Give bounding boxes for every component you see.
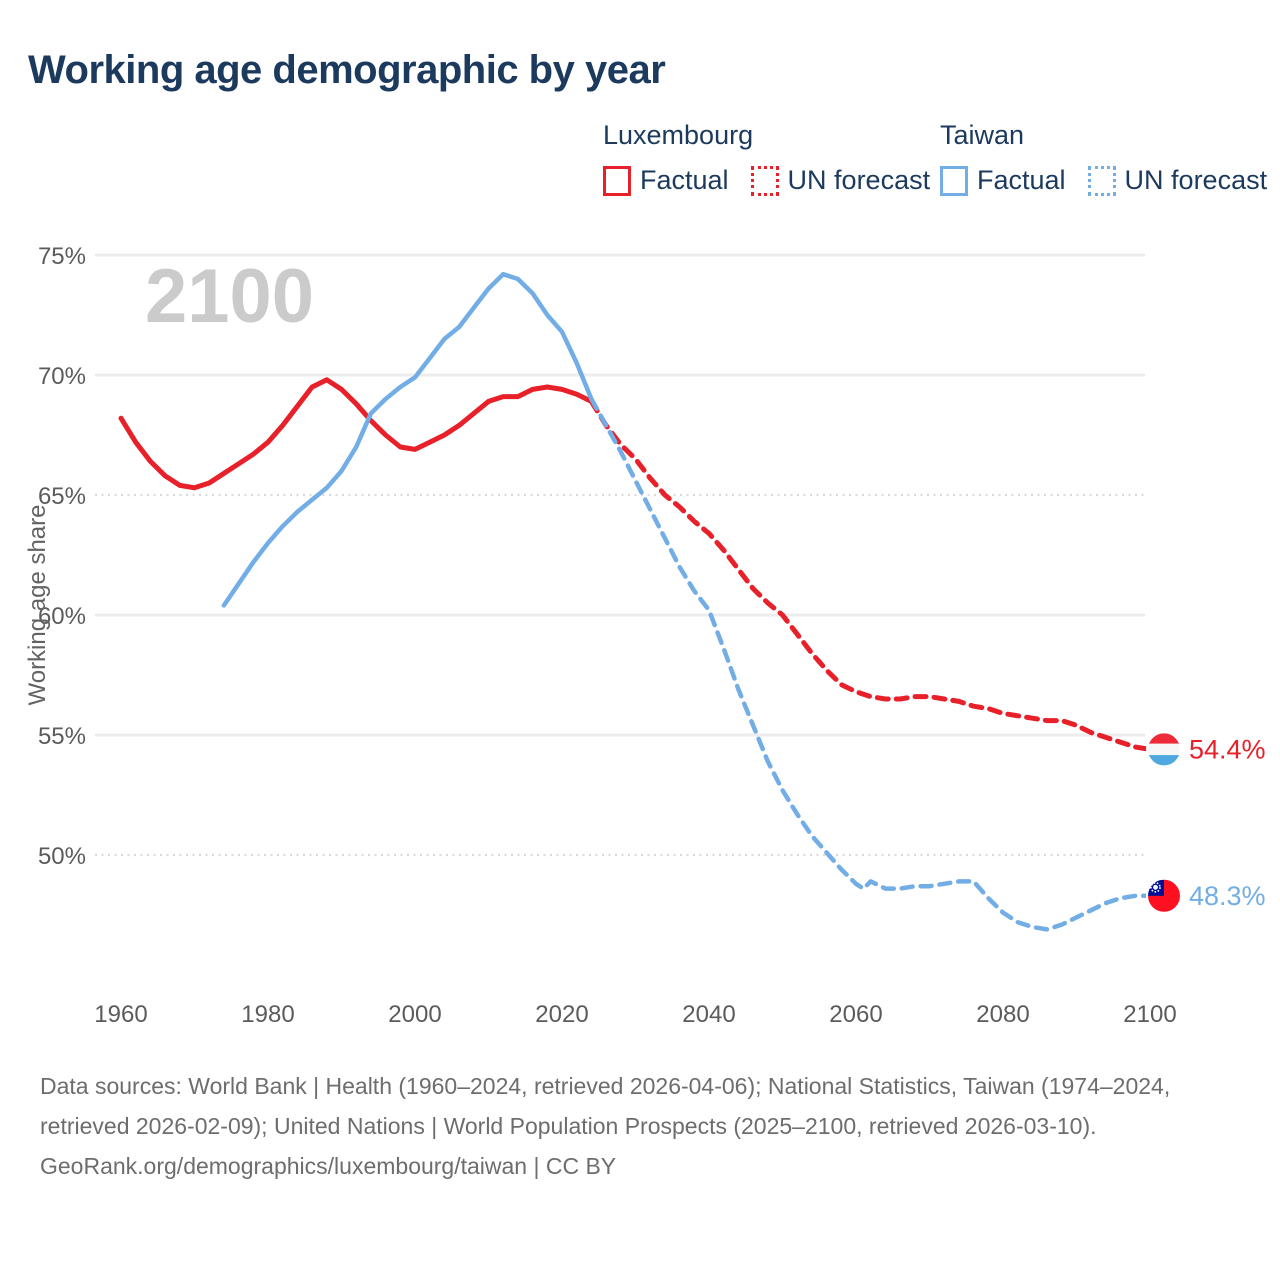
y-axis-title: Working age share: [24, 504, 51, 706]
luxembourg-end-value: 54.4%: [1189, 734, 1266, 765]
page-title: Working age demographic by year: [28, 48, 666, 92]
x-tick-label: 2060: [829, 1001, 883, 1028]
luxembourg-flag-icon: [1147, 732, 1181, 766]
taiwan-flag-icon: [1147, 879, 1181, 913]
legend-group-taiwan-title: Taiwan: [940, 120, 1025, 150]
taiwan-end-value: 48.3%: [1189, 880, 1266, 911]
legend-item-label: Factual: [977, 165, 1066, 195]
y-tick-label: 75%: [37, 243, 86, 270]
x-tick-label: 1980: [241, 1001, 295, 1028]
legend-item-label: UN forecast: [1124, 165, 1268, 195]
x-tick-label: 1960: [94, 1001, 148, 1028]
footer: [40, 1066, 1255, 1186]
x-tick-label: 2040: [682, 1001, 736, 1028]
watermark-2100: 2100: [145, 254, 315, 339]
luxembourg-forecast-line: [591, 401, 1150, 749]
y-tick-label: 65%: [37, 483, 86, 510]
attribution-link[interactable]: GeoRank.org/demographics/luxembourg/taiwan | CC BY: [40, 1153, 617, 1179]
legend-group-luxembourg-title: Luxembourg: [603, 120, 754, 150]
x-tick-label: 2100: [1123, 1001, 1177, 1028]
y-tick-label: 55%: [37, 723, 86, 750]
x-tick-label: 2080: [976, 1001, 1030, 1028]
legend-item-label: UN forecast: [787, 165, 931, 195]
x-tick-label: 2020: [535, 1001, 589, 1028]
taiwan-forecast-line: [591, 399, 1150, 929]
y-tick-label: 60%: [37, 603, 86, 630]
legend-item-label: Factual: [640, 165, 729, 195]
y-tick-label: 70%: [37, 363, 86, 390]
y-tick-label: 50%: [37, 843, 86, 870]
x-tick-label: 2000: [388, 1001, 442, 1028]
data-sources-text: Data sources: World Bank | Health (1960–2024, retrieved 2026-04-06); National Statistics, Taiwan (1974–2024, retrieved 2026-02-09); United Nations | World Population Prospects (2025–2100, retrieved 2026-03-10).: [40, 1073, 1171, 1139]
luxembourg-factual-line: [121, 380, 591, 488]
